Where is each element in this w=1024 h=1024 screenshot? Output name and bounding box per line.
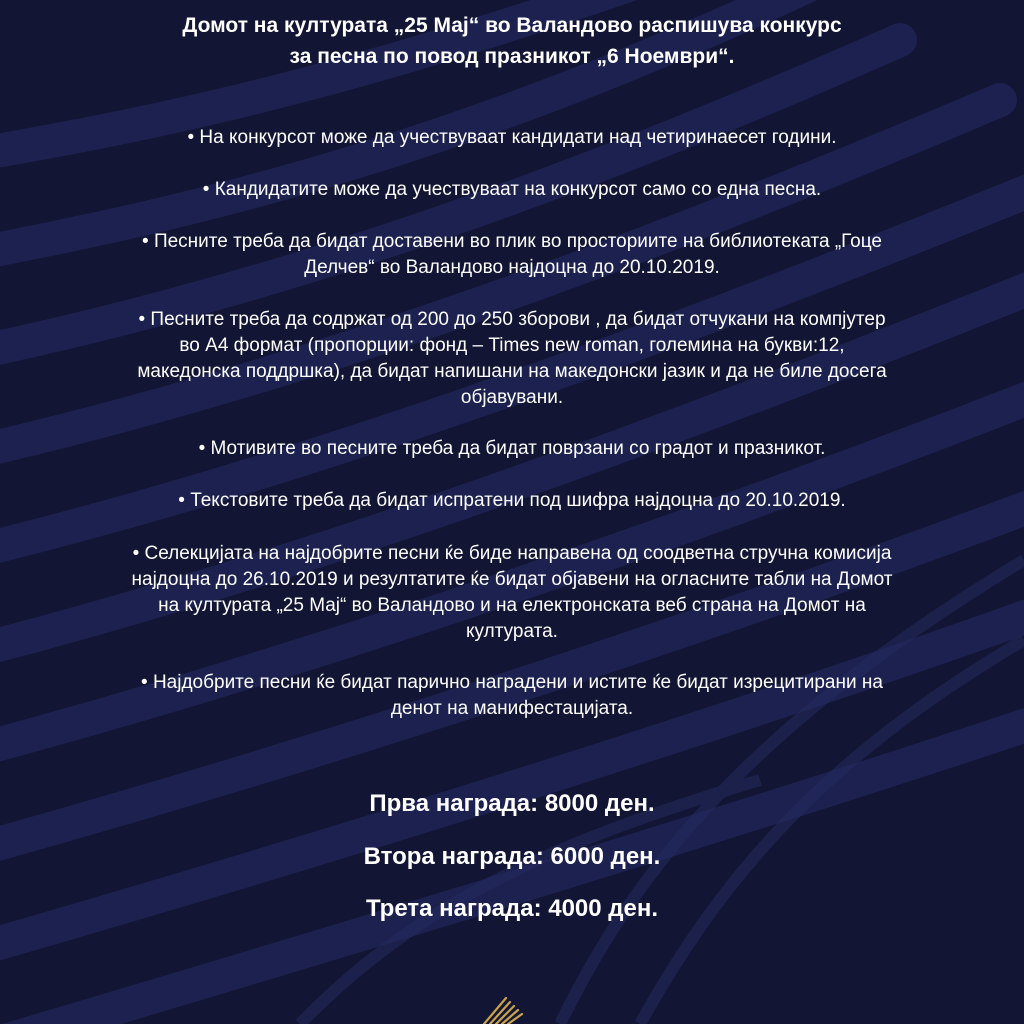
page-title (0, 10, 1024, 72)
bullet-line: денот на манифестацијата. (390, 698, 634, 719)
bullet-delivery (80, 229, 944, 281)
bullet-line: македонска поддршка), да бидат напишани на македонски јазик и да не биле досега (137, 361, 887, 382)
bullet-line: културата. (466, 621, 558, 642)
bullet-motives (80, 436, 944, 462)
bullet-line: најдоцна до 26.10.2019 и резултатите ќе бидат објавени на огласните табли на Домот (131, 569, 893, 590)
prize-second: Втора награда: 6000 ден. (363, 843, 661, 870)
gold-logo-mark (476, 994, 536, 1024)
bullet-line: • На конкурсот може да учествуваат кандидати над четиринаесет години. (187, 127, 837, 148)
bullet-line: • Кандидатите може да учествуваат на конкурсот само со една песна. (202, 179, 822, 200)
title-line: Домот на културата „25 Мај“ во Валандово распишува конкурс (182, 14, 842, 37)
bullet-one-song (80, 177, 944, 203)
bullet-line: • Текстовите треба да бидат испратени под шифра најдоцна до 20.10.2019. (178, 490, 846, 511)
bullet-line: • Песните треба да содржат од 200 до 250 зборови , да бидат отчукани на компјутер (138, 309, 886, 330)
bullet-format (80, 307, 944, 411)
bullet-cipher (80, 488, 944, 514)
bullet-line: објавувани. (460, 387, 564, 408)
bullet-line: • Песните треба да бидат доставени во плик во просториите на библиотеката „Гоце (142, 231, 882, 252)
bullet-selection (80, 541, 944, 645)
prize-third: Трета награда: 4000 ден. (365, 895, 659, 922)
prize-first: Прва награда: 8000 ден. (369, 790, 655, 817)
bullet-line: • Мотивите во песните треба да бидат поврзани со градот и празникот. (198, 438, 826, 459)
bullet-rewards (80, 670, 944, 722)
bullet-age (80, 125, 944, 151)
title-line: за песна по повод празникот „6 Ноември“. (289, 45, 735, 68)
bullet-line: • Селекцијата на најдобрите песни ќе биде направена од соодветна стручна комисија (132, 543, 892, 564)
bullet-line: на културата „25 Мај“ во Валандово и на електронската веб страна на Домот на (158, 595, 866, 616)
bullet-line: во А4 формат (пропорции: фонд – Times new roman, големина на букви:12, (179, 335, 845, 356)
bullet-line: • Најдобрите песни ќе бидат парично наградени и истите ќе бидат изрецитирани на (141, 672, 883, 693)
bullet-line: Делчев“ во Валандово најдоцна до 20.10.2019. (304, 257, 720, 278)
